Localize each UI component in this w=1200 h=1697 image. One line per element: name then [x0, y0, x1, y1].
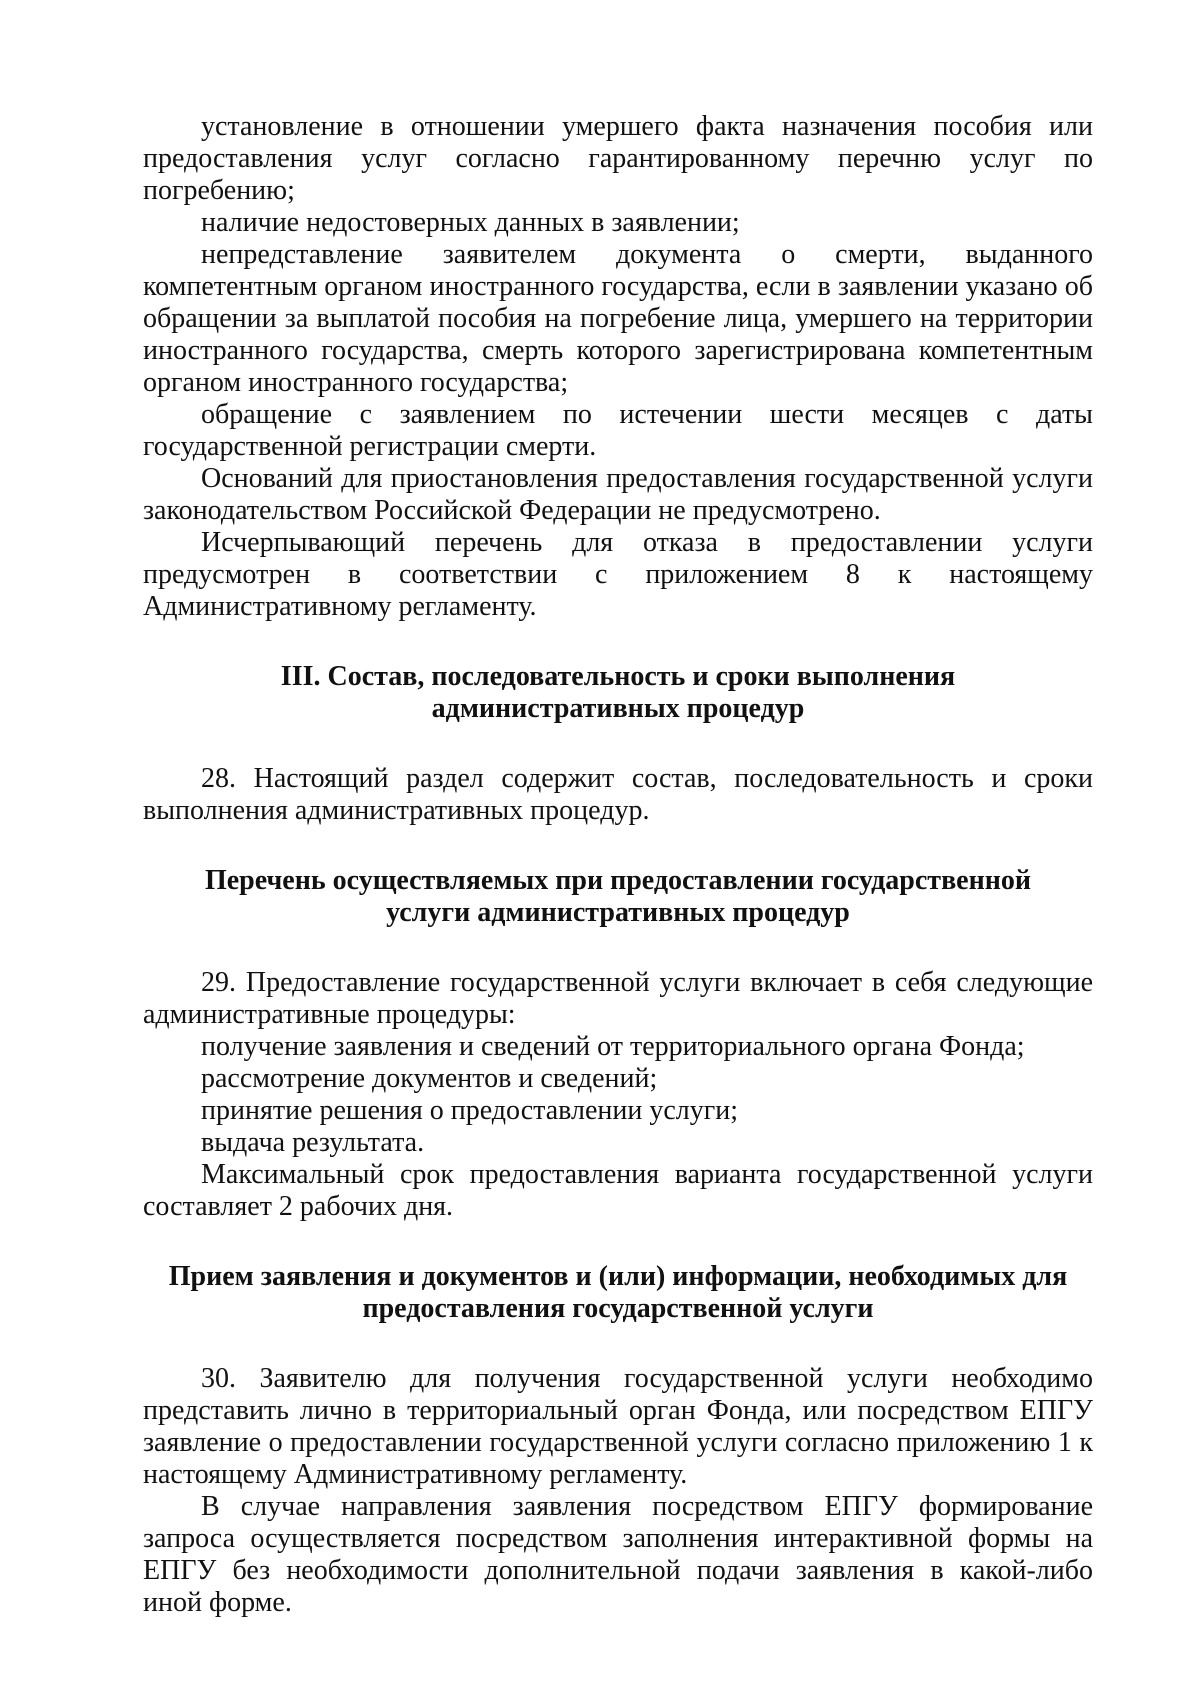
- document-page: [143, 111, 1093, 1619]
- paragraph-30-epgu: В случае направления заявления посредством ЕПГУ формирование запроса осуществляется посредством заполнения интерактивной формы на ЕПГУ без необходимости дополнительной подачи заявления в какой-либо иной форме.: [143, 1491, 1093, 1618]
- procedure-item-receipt: получение заявления и сведений от территориального органа Фонда;: [201, 1031, 1025, 1062]
- paragraph-no-suspension: Оснований для приостановления предоставления государственной услуги законодательством Российской Федерации не предусмотрено.: [143, 463, 1093, 526]
- procedure-item-decision: принятие решения о предоставлении услуги;: [201, 1095, 739, 1126]
- paragraph-death-fact: установление в отношении умершего факта назначения пособия или предоставления услуг согласно гарантированному перечню услуг по погребению;: [143, 111, 1093, 206]
- procedure-item-issuance: выдача результата.: [201, 1127, 425, 1158]
- paragraph-28: 28. Настоящий раздел содержит состав, последовательность и сроки выполнения административных процедур.: [143, 763, 1093, 826]
- reception-heading: [143, 1261, 1093, 1325]
- paragraph-invalid-data: наличие недостоверных данных в заявлении;: [201, 207, 740, 238]
- section-3-heading-line-2: административных процедур: [431, 693, 805, 724]
- paragraph-refusal-list: Исчерпывающий перечень для отказа в предоставлении услуги предусмотрен в соответствии с приложением 8 к настоящему Административному регламенту.: [143, 527, 1093, 622]
- procedures-list-heading: [143, 865, 1093, 929]
- paragraph-30: 30. Заявителю для получения государственной услуги необходимо представить лично в территориальный орган Фонда, или посредством ЕПГУ заявление о предоставлении государственной услуги согласно приложению 1 к настоящему Административному регламенту.: [143, 1363, 1093, 1490]
- paragraph-foreign-document: непредставление заявителем документа о смерти, выданного компетентным органом иностранного государства, если в заявлении указано об обращении за выплатой пособия на погребение лица, умершего на территории иностранного государства, смерть которого зарегистрирована компетентным органом иностранного государства;: [143, 239, 1093, 398]
- section-3-heading: [143, 661, 1093, 725]
- reception-heading-line-2: предоставления государственной услуги: [362, 1293, 874, 1324]
- paragraph-max-term: Максимальный срок предоставления варианта государственной услуги составляет 2 рабочих дня.: [143, 1159, 1093, 1222]
- section-3-heading-line-1: III. Состав, последовательность и сроки выполнения: [280, 661, 956, 692]
- reception-heading-line-1: Прием заявления и документов и (или) информации, необходимых для: [168, 1261, 1068, 1292]
- procedures-list-heading-line-1: Перечень осуществляемых при предоставлении государственной: [204, 865, 1032, 896]
- paragraph-six-months: обращение с заявлением по истечении шести месяцев с даты государственной регистрации смерти.: [143, 399, 1093, 462]
- procedures-list-heading-line-2: услуги административных процедур: [386, 897, 850, 928]
- paragraph-29: 29. Предоставление государственной услуги включает в себя следующие административные процедуры:: [143, 967, 1093, 1030]
- procedure-item-review: рассмотрение документов и сведений;: [201, 1063, 658, 1094]
